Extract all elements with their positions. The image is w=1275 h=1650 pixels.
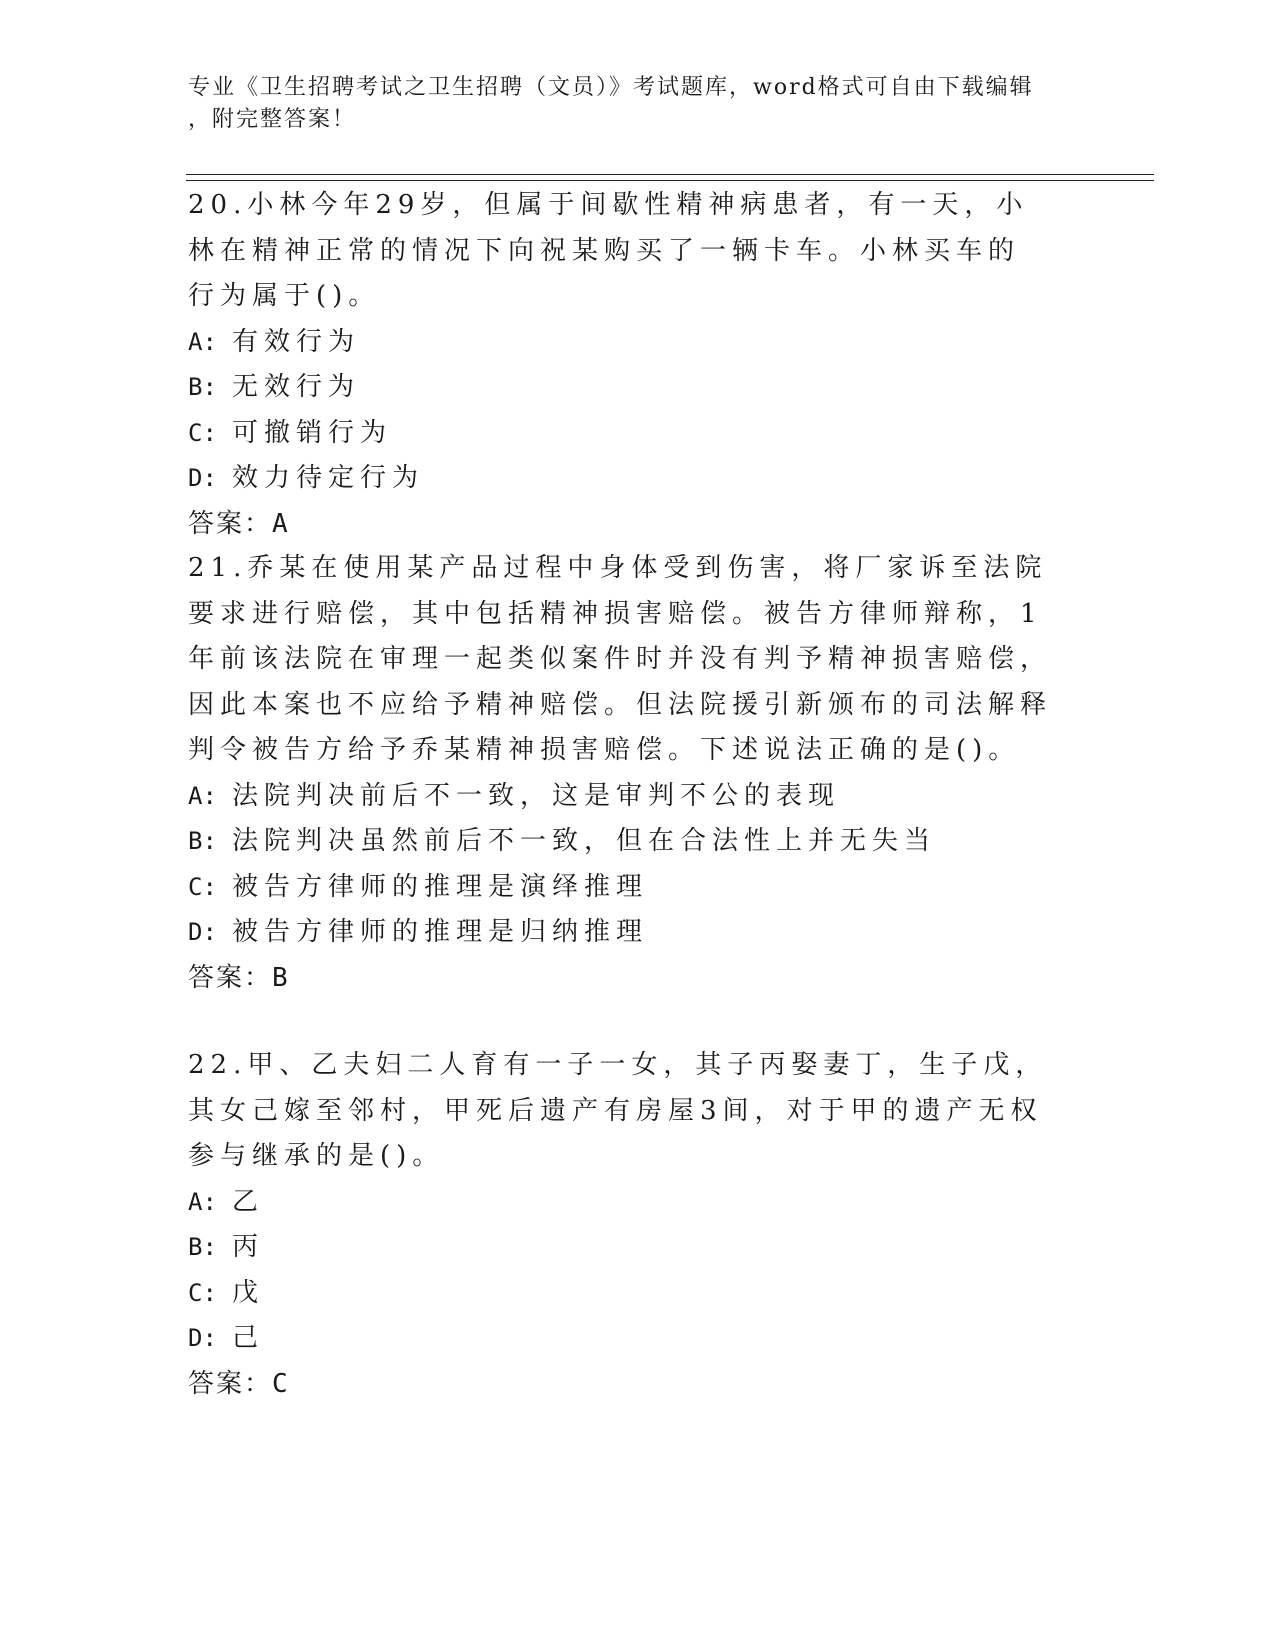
option-text: 效力待定行为 bbox=[232, 463, 425, 493]
answer-label: 答案： bbox=[188, 1368, 273, 1399]
question-20 bbox=[188, 183, 1088, 547]
option-text: 己 bbox=[232, 1323, 265, 1353]
question-stem: 20.小林今年29岁，但属于间歇性精神病患者，有一天，小林在精神正常的情况下向祝某购买了一辆卡车。小林买车的行为属于()。 bbox=[188, 190, 1029, 311]
header-divider-top bbox=[186, 174, 1154, 175]
answer-line bbox=[188, 1362, 1088, 1408]
answer-label: 答案： bbox=[188, 962, 273, 993]
option-key: A: bbox=[188, 327, 217, 356]
option-text: 法院判决虽然前后不一致，但在合法性上并无失当 bbox=[232, 826, 937, 856]
answer-value: B bbox=[272, 962, 290, 993]
answer-line bbox=[188, 502, 1088, 548]
option-a bbox=[188, 774, 1088, 820]
header-line-1: 专业《卫生招聘考试之卫生招聘（文员）》考试题库，word格式可自由下载编辑 bbox=[188, 75, 1034, 100]
option-key: C: bbox=[188, 872, 217, 901]
option-c bbox=[188, 411, 1088, 457]
option-a bbox=[188, 1180, 1088, 1226]
option-key: B: bbox=[188, 373, 217, 401]
option-key: D: bbox=[188, 1324, 217, 1352]
option-text: 丙 bbox=[232, 1232, 265, 1262]
document-header bbox=[188, 72, 1068, 136]
option-text: 法院判决前后不一致，这是审判不公的表现 bbox=[232, 780, 841, 811]
option-d bbox=[188, 1316, 1088, 1362]
option-d bbox=[188, 910, 1088, 956]
answer-value: C bbox=[272, 1368, 290, 1399]
option-a bbox=[188, 320, 1088, 366]
option-text: 可撤销行为 bbox=[232, 417, 393, 448]
question-22 bbox=[188, 1043, 1088, 1407]
option-text: 乙 bbox=[232, 1186, 265, 1217]
option-c bbox=[188, 1271, 1088, 1317]
header-line-2: ，附完整答案！ bbox=[188, 107, 357, 132]
option-b bbox=[188, 819, 1088, 865]
answer-value: A bbox=[272, 508, 290, 539]
option-key: D: bbox=[188, 918, 217, 946]
option-key: B: bbox=[188, 1233, 217, 1261]
option-key: C: bbox=[188, 1278, 217, 1307]
option-key: A: bbox=[188, 781, 217, 810]
option-text: 被告方律师的推理是演绎推理 bbox=[232, 871, 649, 902]
answer-line bbox=[188, 956, 1088, 1002]
question-21 bbox=[188, 546, 1088, 1001]
header-divider-bottom bbox=[186, 180, 1154, 181]
option-text: 戊 bbox=[232, 1277, 265, 1308]
option-c bbox=[188, 865, 1088, 911]
option-b bbox=[188, 1225, 1088, 1271]
answer-label: 答案： bbox=[188, 508, 273, 539]
option-key: A: bbox=[188, 1187, 217, 1216]
option-key: B: bbox=[188, 827, 217, 855]
option-d bbox=[188, 456, 1088, 502]
option-b bbox=[188, 365, 1088, 411]
question-stem: 21.乔某在使用某产品过程中身体受到伤害，将厂家诉至法院要求进行赔偿，其中包括精神损害赔偿。被告方律师辩称，1年前该法院在审理一起类似案件时并没有判予精神损害赔偿，因此本案也不应给予精神赔偿。但法院援引新颁布的司法解释判令被告方给予乔某精神损害赔偿。下述说法正确的是()。 bbox=[188, 553, 1053, 765]
option-key: D: bbox=[188, 464, 217, 492]
option-text: 无效行为 bbox=[232, 372, 361, 402]
option-text: 被告方律师的推理是归纳推理 bbox=[232, 917, 649, 947]
option-text: 有效行为 bbox=[232, 326, 361, 357]
option-key: C: bbox=[188, 418, 217, 447]
question-stem: 22.甲、乙夫妇二人育有一子一女，其子丙娶妻丁，生子戊，其女己嫁至邻村，甲死后遗产有房屋3间，对于甲的遗产无权参与继承的是()。 bbox=[188, 1050, 1048, 1171]
